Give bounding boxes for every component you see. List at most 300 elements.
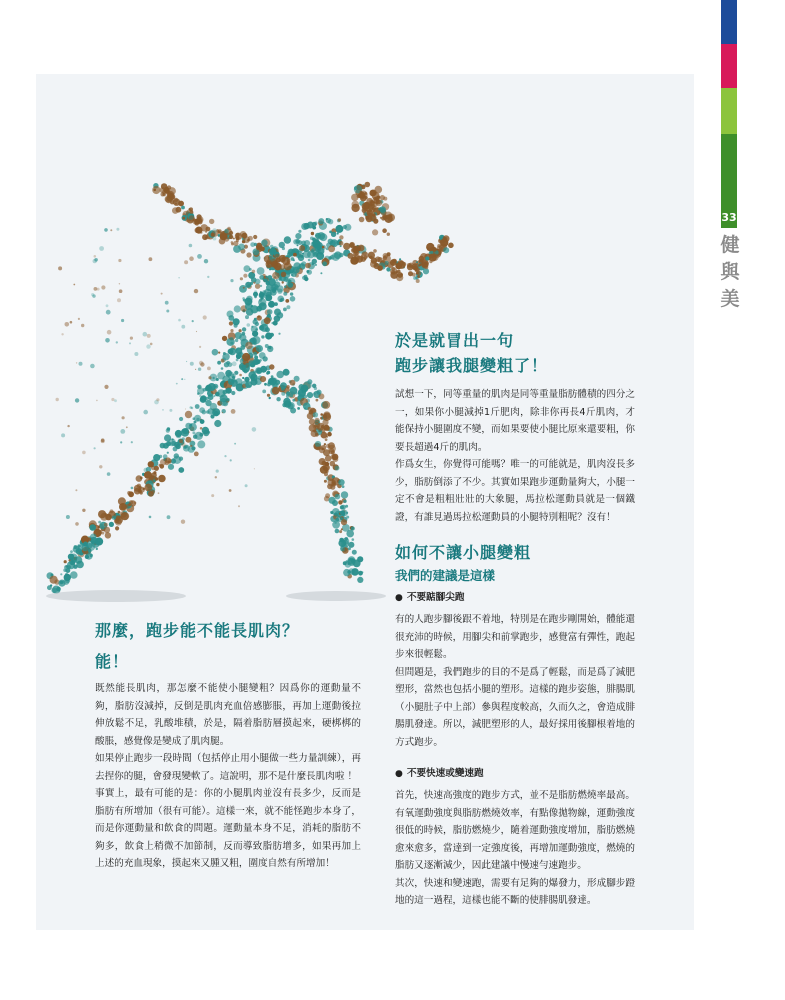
particle-dot (229, 231, 233, 235)
particle-dot (296, 251, 298, 253)
particle-dot (307, 392, 313, 398)
particle-dot (167, 452, 169, 454)
particle-dot (256, 245, 262, 251)
particle-dot (302, 391, 304, 393)
particle-dot (262, 290, 266, 294)
particle-dot (377, 265, 383, 271)
particle-dot (342, 485, 345, 488)
particle-dot (377, 196, 381, 200)
particle-dot (262, 390, 266, 394)
particle-dot (313, 392, 316, 395)
particle-dot (155, 477, 159, 481)
particle-dot (339, 241, 344, 246)
particle-dot (242, 377, 244, 379)
trail-dot (251, 301, 252, 302)
particle-dot (197, 392, 200, 395)
particle-dot (162, 190, 167, 195)
particle-dot (228, 379, 234, 385)
particle-dot (251, 326, 253, 328)
particle-dot (267, 394, 270, 397)
particle-dot (339, 530, 342, 533)
particle-dot (257, 267, 265, 275)
particle-dot (328, 442, 335, 449)
particle-dot (104, 527, 110, 533)
particle-dot (109, 522, 114, 527)
particle-dot (89, 524, 96, 531)
particle-dot (320, 272, 322, 274)
right-column (395, 328, 635, 910)
trail-dot (147, 334, 151, 338)
particle-dot (353, 254, 356, 257)
trail-dot (156, 398, 159, 401)
particle-dot (274, 302, 278, 306)
trail-dot (196, 331, 197, 332)
particle-dot (317, 446, 321, 450)
particle-dot (260, 325, 262, 327)
particle-dot (261, 240, 268, 247)
particle-dot (253, 235, 257, 239)
particle-dot (365, 192, 368, 195)
particle-dot (243, 370, 245, 372)
trail-dot (131, 441, 133, 443)
trail-dot (67, 425, 69, 427)
particle-dot (217, 361, 221, 365)
particle-dot (265, 332, 272, 339)
particle-dot (338, 539, 346, 547)
trail-dot (199, 361, 203, 365)
particle-dot (217, 372, 225, 380)
trail-dot (82, 509, 85, 512)
trail-dot (168, 459, 172, 463)
particle-dot (210, 414, 214, 418)
particle-dot (128, 503, 131, 506)
particle-dot (371, 190, 377, 196)
particle-dot (323, 414, 327, 418)
particle-dot (312, 222, 317, 227)
trail-dot (122, 416, 125, 419)
particle-dot (312, 238, 316, 242)
particle-dot (337, 232, 339, 234)
particle-dot (427, 248, 429, 250)
particle-dot (367, 210, 374, 217)
particle-dot (208, 394, 214, 400)
particle-dot (121, 512, 129, 520)
particle-dot (282, 403, 287, 408)
particle-dot (312, 384, 316, 388)
particle-dot (381, 216, 385, 220)
bullet-dot-icon: ● (395, 769, 403, 779)
trail-dot (203, 315, 207, 319)
particle-dot (308, 259, 311, 262)
trail-dot (94, 258, 98, 262)
particle-dot (322, 261, 327, 266)
particle-dot (261, 335, 264, 338)
particle-dot (443, 235, 450, 242)
trail-dot (94, 447, 96, 449)
particle-dot (255, 328, 258, 331)
trail-dot (119, 283, 120, 284)
particle-dot (112, 516, 116, 520)
particle-dot (348, 547, 351, 550)
trail-dot (212, 228, 217, 233)
trail-dot (143, 410, 148, 415)
particle-dot (264, 278, 268, 282)
particle-dot (362, 205, 366, 209)
trail-dot (134, 352, 138, 356)
particle-dot (355, 245, 361, 251)
trail-dot (242, 297, 245, 300)
particle-dot (245, 381, 252, 388)
particle-dot (194, 421, 197, 424)
particle-dot (379, 206, 386, 213)
particle-dot (344, 224, 351, 231)
particle-dot (306, 270, 309, 273)
particle-dot (200, 427, 203, 430)
particle-dot (182, 217, 185, 220)
particle-dot (65, 568, 70, 573)
magazine-name (719, 232, 741, 313)
paragraph: 有的人跑步腳後跟不着地，特別是在跑步剛開始，體能還很充沛的時候，用腳尖和前掌跑步，感覺富有彈性，跑起步來很輕鬆。 (395, 614, 635, 660)
particle-dot (70, 571, 78, 579)
trail-dot (111, 398, 114, 401)
particle-dot (293, 253, 297, 257)
particle-dot (288, 402, 295, 409)
paragraph: 其次，快速和變速跑，需要有足夠的爆發力，形成腳步蹬地的這一過程，這樣也能不斷的使腓腸肌發達。 (395, 877, 635, 906)
trail-dot (186, 361, 187, 362)
trail-dot (101, 438, 105, 442)
trail-dot (190, 445, 192, 447)
particle-dot (148, 461, 154, 467)
particle-dot (216, 378, 219, 381)
particle-dot (271, 285, 278, 292)
particle-dot (226, 388, 232, 394)
trail-dot (99, 246, 104, 251)
trail-dot (189, 256, 194, 261)
particle-dot (391, 270, 395, 274)
trail-dot (78, 318, 80, 320)
particle-dot (352, 201, 360, 209)
particle-dot (64, 560, 67, 563)
section-tab-lime (721, 88, 737, 134)
particle-dot (345, 505, 348, 508)
particle-dot (389, 214, 392, 217)
trail-dot (91, 293, 94, 296)
trail-dot (150, 343, 153, 346)
particle-dot (274, 263, 282, 271)
particle-dot (316, 244, 322, 250)
paragraph: 事實上，最有可能的是：你的小腿肌肉並沒有長多少，反而是脂肪有所增加（很有可能）。這樣一來，就不能怪跑步本身了，而是你運動量和飲食的問題。運動量本身不足，消耗的脂肪不夠多，飲食上稍微不加節制，反而導致脂肪增多，如果再加上上述的充血現象，摸起來又腫又粗，圍度自然有所增加！ (95, 788, 361, 869)
particle-dot (443, 247, 449, 253)
particle-dot (276, 397, 280, 401)
section-heading: 那麼，跑步能不能長肌肉？ (95, 621, 300, 640)
particle-dot (165, 196, 172, 203)
trail-dot (184, 379, 185, 380)
particle-dot (218, 352, 220, 354)
trail-dot (185, 408, 186, 409)
trail-dot (75, 489, 77, 491)
particle-dot (253, 342, 257, 346)
particle-dot (419, 256, 425, 262)
bullet-label: 不要快速或變速跑 (406, 768, 484, 779)
particle-dot (277, 296, 284, 303)
trail-dot (222, 412, 223, 413)
paragraph: 既然能長肌肉，那怎麼不能使小腿變粗？因爲你的運動量不夠，脂肪沒減掉，反倒是肌肉充血倍感膨脹，再加上運動後拉伸放鬆不足，乳酸堆積，於是，隔着脂肪層摸起來，硬梆梆的酸脹，感覺像是變成了肌肉腿。 (95, 683, 361, 747)
particle-dot (221, 367, 224, 370)
particle-dot (127, 491, 131, 495)
particle-dot (194, 223, 196, 225)
particle-dot (167, 185, 171, 189)
particle-dot (203, 430, 209, 436)
trail-dot (243, 287, 245, 289)
particle-dot (95, 537, 103, 545)
particle-dot (325, 455, 332, 462)
trail-dot (229, 489, 232, 492)
particle-dot (222, 353, 229, 360)
particle-dot (361, 257, 366, 262)
particle-dot (232, 376, 235, 379)
particle-dot (176, 444, 181, 449)
paragraph: 試想一下，同等重量的肌肉是同等重量脂肪體積的四分之一，如果你小腿減掉1斤肥肉，除非你再長4斤肌肉，才能保持小腿圍度不變，而如果要使小腿比原來還要粗，你要長超過4斤的肌肉。 (395, 389, 635, 453)
trail-dot (104, 385, 108, 389)
particle-dot (399, 258, 401, 260)
particle-dot (245, 304, 251, 310)
particle-dot (339, 235, 343, 239)
particle-dot (325, 426, 330, 431)
particle-dot (233, 238, 235, 240)
particle-dot (223, 401, 229, 407)
particle-dot (298, 240, 303, 245)
particle-dot (420, 263, 422, 265)
particle-dot (312, 250, 314, 252)
trail-dot (197, 254, 202, 259)
particle-dot (289, 266, 292, 269)
particle-dot (248, 371, 256, 379)
particle-dot (110, 509, 114, 513)
trail-dot (116, 228, 119, 231)
particle-dot (90, 539, 94, 543)
particle-dot (214, 420, 221, 427)
particle-dot (260, 376, 266, 382)
trail-dot (254, 290, 257, 293)
particle-dot (322, 401, 330, 409)
particle-runner-illustration (36, 74, 456, 614)
particle-dot (238, 244, 245, 251)
particle-dot (431, 254, 438, 261)
particle-dot (330, 255, 335, 260)
trail-dot (190, 406, 193, 409)
trail-dot (245, 484, 248, 487)
particle-dot (402, 262, 406, 266)
particle-dot (448, 243, 454, 249)
particle-dot (245, 315, 249, 319)
section-heading: 如何不讓小腿變粗 (395, 543, 532, 562)
section-subheading: 我們的建議是這樣 (395, 568, 496, 583)
trail-dot (162, 409, 164, 411)
particle-dot (311, 430, 318, 437)
particle-dot (331, 511, 334, 514)
particle-dot (286, 305, 290, 309)
particle-dot (209, 219, 214, 224)
particle-dot (338, 479, 344, 485)
trail-dot (126, 426, 128, 428)
particle-dot (234, 324, 238, 328)
particle-dot (324, 472, 328, 476)
particle-dot (276, 371, 284, 379)
particle-dot (233, 241, 238, 246)
particle-dot (181, 206, 185, 210)
particle-dot (304, 395, 308, 399)
particle-dot (375, 199, 382, 206)
particle-dot (145, 484, 153, 492)
particle-dot (324, 443, 326, 445)
particle-dot (65, 578, 70, 583)
trail-dot (166, 429, 170, 433)
particle-dot (286, 391, 290, 395)
particle-dot (200, 419, 205, 424)
trail-dot (106, 310, 111, 315)
trail-dot (240, 277, 243, 280)
particle-dot (215, 392, 219, 396)
particle-dot (105, 532, 111, 538)
trail-dot (195, 369, 196, 370)
particle-dot (365, 182, 371, 188)
particle-dot (313, 412, 318, 417)
trail-dot (82, 451, 86, 455)
particle-dot (283, 292, 287, 296)
particle-dot (161, 183, 167, 189)
particle-dot (202, 410, 207, 415)
particle-dot (352, 550, 357, 555)
particle-dot (252, 331, 258, 337)
particle-dot (149, 481, 152, 484)
particle-dot (341, 505, 346, 510)
particle-dot (335, 466, 340, 471)
particle-dot (154, 466, 159, 471)
particle-dot (175, 430, 182, 437)
particle-dot (343, 243, 350, 250)
particle-dot (422, 262, 429, 269)
trail-dot (178, 277, 179, 278)
trail-dot (66, 515, 70, 519)
particle-dot (156, 483, 159, 486)
particle-dot (328, 245, 335, 252)
particle-dot (166, 192, 168, 194)
particle-dot (297, 407, 300, 410)
particle-dot (234, 371, 238, 375)
particle-dot (326, 218, 328, 220)
particle-dot (96, 548, 98, 550)
particle-dot (341, 491, 348, 498)
trail-dot (116, 341, 118, 343)
paragraph: 作爲女生，你覺得可能嗎？唯一的可能就是，肌肉沒長多少，脂肪倒添了不少。其實如果跑步運動量夠大，小腿一定不會是粗粗壯壯的大象腿，馬拉松運動員就是一個鐵證，有誰見過馬拉松運動員的小腿特別粗呢？沒有！ (395, 459, 635, 523)
trail-dot (56, 398, 59, 401)
magazine-char: 健 (720, 234, 740, 256)
particle-dot (259, 359, 262, 362)
particle-dot (236, 354, 241, 359)
trail-dot (96, 400, 98, 402)
particle-dot (250, 305, 258, 313)
particle-dot (222, 336, 227, 341)
particle-dot (213, 395, 215, 397)
particle-dot (316, 390, 321, 395)
particle-dot (194, 452, 199, 457)
particle-dot (283, 308, 287, 312)
particle-dot (282, 257, 286, 261)
trail-dot (181, 442, 185, 446)
trail-dot (58, 266, 62, 270)
trail-dot (199, 346, 201, 348)
particle-dot (416, 279, 420, 283)
particle-dot (235, 233, 239, 237)
particle-dot (100, 513, 108, 521)
particle-dot (134, 502, 136, 504)
particle-dot (304, 275, 308, 279)
particle-dot (131, 487, 134, 490)
particle-dot (185, 445, 188, 448)
trail-dot (254, 468, 255, 469)
particle-dot (185, 437, 191, 443)
particle-dot (352, 538, 355, 541)
particle-dot (159, 455, 162, 458)
particle-dot (264, 317, 271, 324)
trail-dot (158, 492, 160, 494)
particle-dot (309, 410, 314, 415)
particle-dot (290, 387, 298, 395)
particle-dot (172, 207, 179, 214)
particle-dot (293, 259, 295, 261)
particle-dot (258, 316, 260, 318)
particle-dot (239, 374, 242, 377)
particle-dot (331, 232, 336, 237)
particle-dot (357, 577, 363, 583)
trail-dot (101, 285, 105, 289)
particle-dot (316, 399, 319, 402)
particle-dot (290, 296, 296, 302)
particle-dot (152, 186, 160, 194)
particle-dot (262, 356, 267, 361)
particle-dot (56, 587, 61, 592)
trail-dot (97, 288, 100, 291)
trail-dot (61, 333, 63, 335)
trail-dot (211, 494, 214, 497)
particle-dot (413, 276, 417, 280)
particle-dot (319, 458, 326, 465)
particle-dot (396, 274, 403, 281)
particle-dot (284, 236, 291, 243)
particle-dot (278, 333, 280, 335)
trail-dot (73, 284, 75, 286)
particle-dot (312, 259, 317, 264)
particle-dot (341, 528, 343, 530)
particle-dot (387, 233, 390, 236)
trail-dot (204, 259, 208, 263)
particle-dot (264, 383, 267, 386)
particle-dot (341, 519, 347, 525)
section-tab-pink (721, 44, 737, 88)
particle-dot (115, 526, 119, 530)
particle-dot (371, 257, 377, 263)
particle-dot (291, 274, 293, 276)
particle-dot (140, 477, 143, 480)
particle-dot (315, 235, 317, 237)
particle-dot (269, 302, 274, 307)
bullet-label: 不要踮腳尖跑 (406, 592, 465, 603)
particle-dot (324, 480, 327, 483)
trail-dot (65, 322, 70, 327)
trail-dot (143, 332, 148, 337)
particle-dot (242, 364, 245, 367)
trail-dot (149, 516, 152, 519)
